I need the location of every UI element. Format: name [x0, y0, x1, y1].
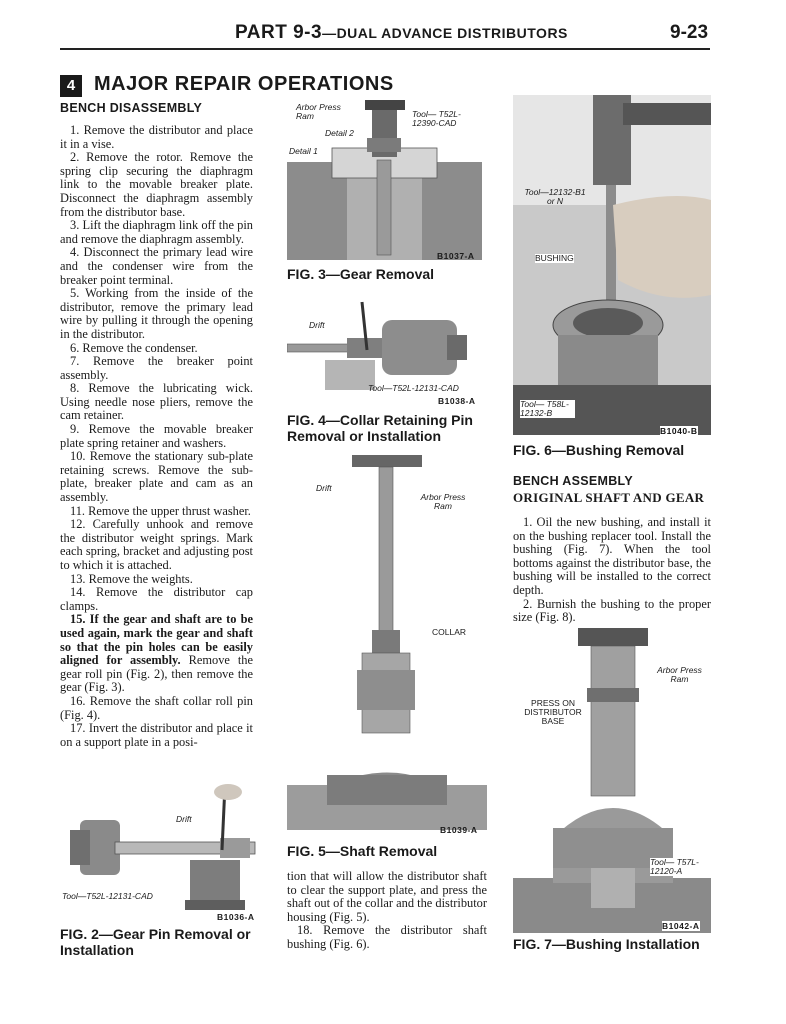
fig2-caption: FIG. 2—Gear Pin Removal or Installation [60, 926, 251, 958]
fig6-caption: FIG. 6—Bushing Removal [513, 442, 685, 458]
fig6-label-bushing: BUSHING [535, 253, 574, 263]
step: 9. Remove the movable breaker plate spring retainer and washers. [60, 422, 253, 450]
fig7-label-tool: Tool— T57L-12120-A [650, 858, 710, 876]
disassembly-steps-continued [287, 870, 487, 952]
step: 1. Remove the distributor and place it in a vise. [60, 123, 253, 151]
fig5-label-collar: COLLAR [432, 627, 467, 637]
step: 12. Carefully unhook and remove the distributor weight springs. Mark each spring, bracket and adjusting post to which it is attached. [60, 517, 253, 572]
step: 2. Burnish the bushing to the proper size (Fig. 8). [513, 596, 711, 625]
fig5-code: B1039-A [440, 825, 478, 835]
step: 13. Remove the weights. [70, 571, 193, 586]
fig4-code: B1038-A [438, 396, 476, 406]
step: 7. Remove the breaker point assembly. [60, 354, 253, 382]
fig2-label-tool: Tool—T52L-12131-CAD [62, 891, 153, 901]
fig7-label-press: PRESS ON DISTRIBUTOR BASE [524, 698, 582, 726]
step: 11. Remove the upper thrust washer. [70, 503, 251, 518]
fig3-code: B1037-A [437, 251, 475, 261]
fig5-illustration [287, 455, 487, 835]
step: 17. Invert the distributor and place it on a support plate in a posi- [60, 721, 253, 749]
fig2-label-drift: Drift [176, 814, 192, 824]
fig6-label-tool1: Tool—12132-B1 or N [524, 187, 586, 206]
running-header: PART 9-3—DUAL ADVANCE DISTRIBUTORS [235, 22, 568, 43]
fig6-code: B1040-B [660, 426, 698, 436]
fig6-illustration [513, 95, 711, 435]
step: 18. Remove the distributor shaft bushing (Fig. 6). [287, 923, 487, 951]
fig7-caption: FIG. 7—Bushing Installation [513, 936, 700, 952]
step-15: 15. If the gear and shaft are to be used again, mark the gear and shaft so that the pin holes can be easily aligned for assembly. Remove the gear roll pin (Fig. 2), then remove the gear (Fig. 3). [60, 612, 253, 695]
fig3-label-tool: Tool— T52L-12390-CAD [412, 109, 461, 128]
fig4-caption: FIG. 4—Collar Retaining Pin Removal or Installation [287, 412, 473, 444]
disassembly-steps [60, 124, 253, 749]
fig3-caption: FIG. 3—Gear Removal [287, 266, 435, 282]
step: 16. Remove the shaft collar roll pin (Fig. 4). [60, 693, 253, 722]
fig3-label-detail2: Detail 2 [325, 128, 354, 138]
step: 8. Remove the lubricating wick. Using needle nose pliers, remove the cam retainer. [60, 381, 253, 423]
fig3-label-arbor: Arbor Press Ram [296, 102, 341, 121]
step: 10. Remove the stationary sub-plate retaining screws. Remove the sub-plate, breaker plate and cam as an assembly. [60, 449, 253, 505]
step: 3. Lift the diaphragm link off the pin and remove the diaphragm assembly. [60, 218, 253, 246]
step-17-continued: tion that will allow the distributor shaft to clear the support plate, and press the shaft out of the collar and the distributor housing (Fig. 5). [287, 869, 487, 924]
section-title: MAJOR REPAIR OPERATIONS [94, 73, 394, 95]
section-badge: 4 [60, 75, 82, 97]
step: 6. Remove the condenser. [70, 340, 198, 355]
fig6-label-tool2: Tool— T58L-12132-B [520, 400, 575, 418]
fig5-label-arbor: Arbor Press Ram [420, 492, 466, 511]
original-shaft-subheading: ORIGINAL SHAFT AND GEAR [513, 490, 705, 505]
fig3-label-detail1: Detail 1 [289, 146, 318, 156]
fig7-code: B1042-A [662, 921, 700, 931]
step: 14. Remove the distributor cap clamps. [60, 585, 253, 613]
header-rule [60, 48, 710, 50]
fig5-caption: FIG. 5—Shaft Removal [287, 843, 438, 859]
page-number: 9-23 [670, 22, 709, 43]
fig7-label-arbor: Arbor Press Ram [657, 665, 702, 684]
bench-assembly-heading: BENCH ASSEMBLY [513, 474, 633, 488]
fig4-label-drift: Drift [309, 320, 325, 330]
step: 2. Remove the rotor. Remove the spring clip securing the diaphragm link to the movable breaker plate. Disconnect the diaphragm assembly from the distributor base. [60, 150, 253, 219]
assembly-steps [513, 516, 711, 625]
bench-disassembly-heading: BENCH DISASSEMBLY [60, 101, 203, 115]
step: 1. Oil the new bushing, and install it on the bushing replacer tool. Install the bushing (Fig. 7). When the tool bottoms against the distributor base, the bushing will be installed to the correct depth. [513, 515, 711, 597]
step: 4. Disconnect the primary lead wire and the condenser wire from the breaker point terminal. [60, 245, 253, 287]
fig2-code: B1036-A [217, 912, 255, 922]
fig4-label-tool: Tool—T52L-12131-CAD [368, 383, 459, 393]
fig5-label-drift: Drift [316, 483, 332, 493]
step: 5. Working from the inside of the distributor, remove the primary lead wire by pulling it through the opening in the distributor. [60, 286, 253, 341]
